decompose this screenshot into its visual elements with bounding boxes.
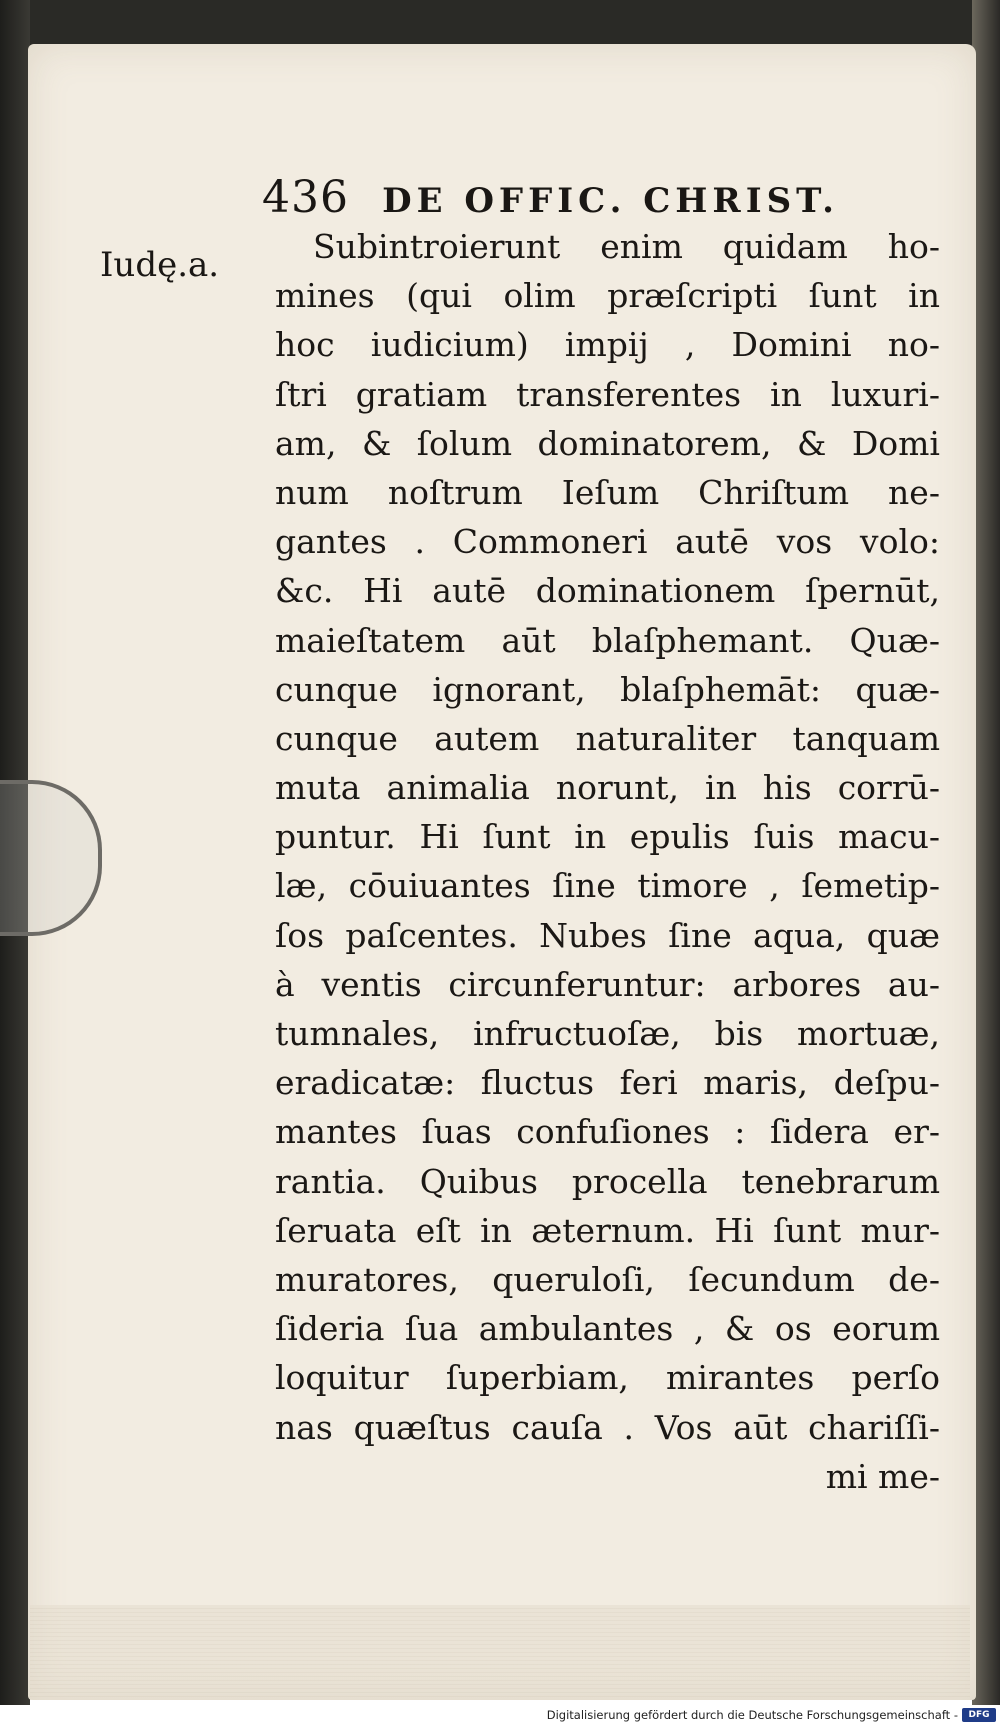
- text-line: eradicatæ: fluctus feri maris, deſpu-: [275, 1063, 940, 1103]
- page-number: 436: [262, 172, 349, 223]
- text-line: muta animalia norunt, in his corrū-: [275, 768, 940, 808]
- text-line: ſos paſcentes. Nubes ſine aqua, quæ: [275, 915, 940, 955]
- text-line: &c. Hi autē dominationem ſpernūt,: [275, 571, 940, 611]
- text-line: mantes ſuas confuſiones : ſidera er-: [275, 1112, 940, 1152]
- book-cover-edge: [972, 0, 1000, 1705]
- margin-note: Iudę.a.: [100, 245, 220, 285]
- text-line: ſideria ſua ambulantes , & os eorum: [275, 1309, 940, 1349]
- footer-bar: [0, 1705, 1000, 1725]
- running-head: DE OFFIC. CHRIST.: [382, 181, 839, 221]
- digitization-credit: Digitalisierung gefördert durch die Deutsche Forschungsgemeinschaft -: [546, 1708, 958, 1722]
- body-text: [275, 222, 940, 1501]
- text-line: hoc iudicium) impij , Domini no-: [275, 325, 940, 365]
- text-line: loquitur ſuperbiam, mirantes perſo: [275, 1358, 940, 1398]
- text-line: puntur. Hi ſunt in epulis ſuis macu-: [275, 817, 940, 857]
- text-line: num noſtrum Ieſum Chriſtum ne-: [275, 472, 940, 512]
- page-header: [262, 172, 839, 223]
- dfg-logo: DFG: [962, 1708, 996, 1722]
- text-line: rantia. Quibus procella tenebrarum: [275, 1161, 940, 1201]
- text-line: tumnales, infructuoſæ, bis mortuæ,: [275, 1014, 940, 1053]
- page-stack-edge: [30, 1605, 970, 1700]
- text-line: ſtri gratiam transferentes in luxuri-: [275, 374, 940, 414]
- text-line: læ, cōuiuantes ſine timore , ſemetip-: [275, 866, 940, 906]
- text-line: cunque autem naturaliter tanquam: [275, 718, 940, 758]
- text-line: am, & ſolum dominatorem, & Domi: [275, 423, 940, 463]
- text-line: ſeruata eſt in æternum. Hi ſunt mur-: [275, 1210, 940, 1250]
- text-line: à ventis circunferuntur: arbores au-: [275, 964, 940, 1004]
- catchword: mi me-: [825, 1456, 940, 1496]
- text-line: cunque ignorant, blaſphemāt: quæ-: [275, 669, 940, 709]
- text-line: maieſtatem aūt blaſphemant. Quæ-: [275, 620, 940, 660]
- text-line: gantes . Commoneri autē vos volo:: [275, 522, 940, 562]
- text-line: nas quæſtus cauſa . Vos aūt chariſſi-: [275, 1407, 940, 1447]
- text-line: muratores, queruloſi, ſecundum de-: [275, 1259, 940, 1299]
- text-line: mines (qui olim præſcripti ſunt in: [275, 276, 940, 316]
- text-line: Subintroierunt enim quidam ho-: [313, 227, 940, 266]
